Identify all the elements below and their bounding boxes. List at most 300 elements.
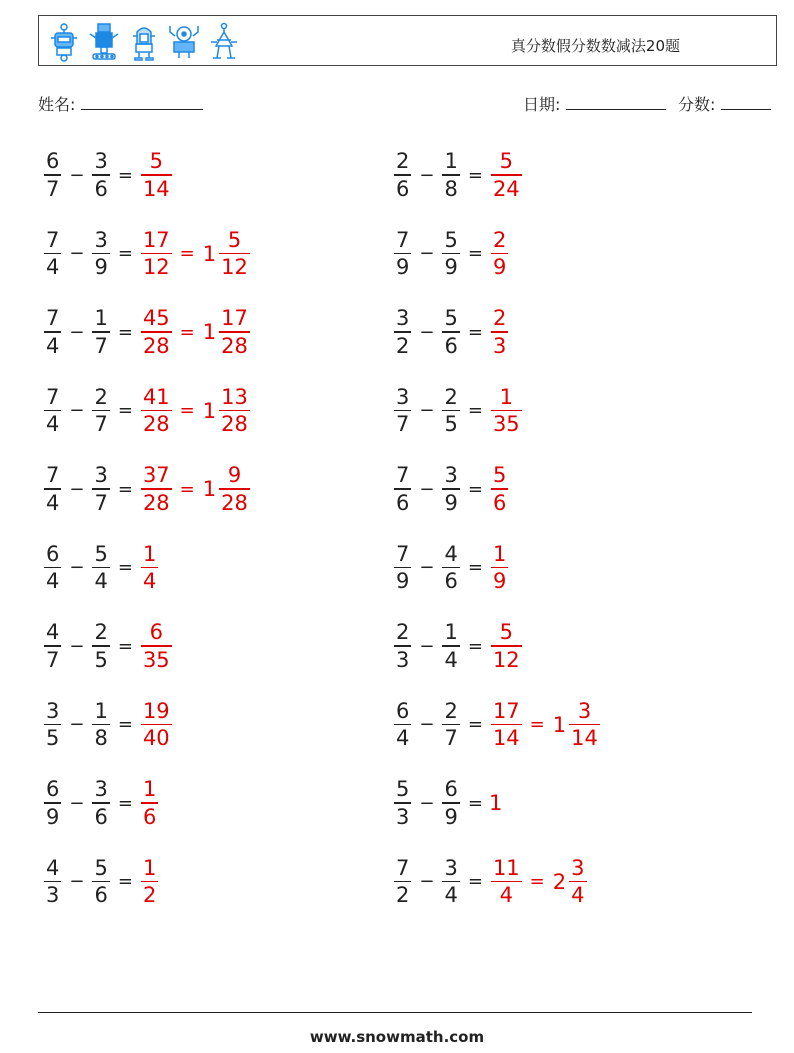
answer <box>139 306 252 358</box>
subtrahend-fraction-denominator: 6 <box>444 333 458 358</box>
answer-fraction <box>491 228 508 280</box>
answer-fraction-denominator: 9 <box>492 255 507 280</box>
subtrahend-fraction <box>442 463 459 515</box>
answer-fraction-denominator: 28 <box>142 412 170 437</box>
score-label: 分数: <box>678 95 716 114</box>
minuend-fraction-denominator: 3 <box>46 883 60 908</box>
minuend-fraction-denominator: 4 <box>46 255 60 280</box>
minuend-fraction-numerator: 2 <box>396 149 410 174</box>
name-field <box>38 92 203 115</box>
answer-fraction-numerator: 37 <box>142 463 170 488</box>
subtrahend-fraction <box>92 777 109 829</box>
answer <box>489 149 524 201</box>
problem-row <box>392 297 510 367</box>
subtrahend-fraction-denominator: 6 <box>94 804 108 829</box>
subtrahend-fraction <box>442 385 459 437</box>
mixed-whole: 1 <box>552 712 567 737</box>
answer <box>489 385 524 437</box>
minuend-fraction <box>44 385 61 437</box>
mixed-fraction-denominator: 28 <box>221 412 248 437</box>
minuend-fraction <box>44 228 61 280</box>
subtrahend-fraction <box>92 228 109 280</box>
answer-fraction-numerator: 41 <box>142 384 170 409</box>
equals-sign: = <box>467 400 483 421</box>
minuend-fraction <box>44 306 61 358</box>
problem-row <box>392 219 510 289</box>
date-label: 日期: <box>523 95 561 114</box>
date-field <box>523 92 666 115</box>
minuend-fraction <box>394 856 411 908</box>
answer-fraction-numerator: 1 <box>142 855 157 880</box>
minuend-fraction-numerator: 7 <box>46 463 60 488</box>
problem-row <box>42 533 160 603</box>
problem-row <box>392 533 510 603</box>
problem-row <box>42 690 174 760</box>
equals-sign: = <box>467 635 483 657</box>
minuend-fraction-denominator: 3 <box>396 647 410 672</box>
subtrahend-fraction-denominator: 4 <box>444 883 458 908</box>
equals-sign: = <box>117 635 133 657</box>
answer <box>489 306 510 358</box>
problem-row <box>42 140 174 210</box>
problem-row <box>42 297 252 367</box>
minuend-fraction-numerator: 7 <box>396 463 410 488</box>
answer-fraction <box>141 463 172 515</box>
minuend-fraction <box>44 699 61 751</box>
subtrahend-fraction-denominator: 6 <box>94 176 108 201</box>
problem-row <box>42 768 160 838</box>
answer-fraction-numerator: 5 <box>499 620 513 645</box>
subtrahend-fraction-numerator: 1 <box>444 149 458 174</box>
mixed-fraction-numerator: 5 <box>227 227 242 252</box>
minuend-fraction-numerator: 7 <box>46 306 60 331</box>
subtrahend-fraction <box>92 306 109 358</box>
mixed-fraction-denominator: 12 <box>221 255 248 280</box>
footer-divider <box>38 1012 752 1013</box>
answer-fraction-numerator: 45 <box>142 306 170 331</box>
minuend-fraction-numerator: 7 <box>46 227 60 252</box>
mixed-fraction-denominator: 28 <box>221 333 248 358</box>
subtrahend-fraction <box>442 306 459 358</box>
minuend-fraction <box>44 620 61 672</box>
problem-row <box>42 611 174 681</box>
subtrahend-fraction-denominator: 5 <box>444 412 458 437</box>
mixed-fraction <box>569 856 586 908</box>
answer-fraction <box>141 777 158 829</box>
subtrahend-fraction-denominator: 4 <box>444 647 458 672</box>
answer-fraction-denominator: 40 <box>142 726 170 751</box>
subtrahend-fraction-numerator: 5 <box>444 227 458 252</box>
answer-fraction <box>141 856 158 908</box>
answer-fraction <box>491 149 522 201</box>
minus-sign: − <box>69 243 85 264</box>
minuend-fraction-numerator: 6 <box>46 149 60 174</box>
minuend-fraction <box>44 542 61 594</box>
answer-fraction-denominator: 4 <box>142 569 157 594</box>
answer <box>139 542 160 594</box>
subtrahend-fraction <box>442 856 459 908</box>
subtrahend-fraction-denominator: 6 <box>94 883 108 908</box>
mixed-fraction <box>219 385 250 437</box>
answer-fraction-denominator: 12 <box>492 647 520 672</box>
answer <box>139 777 160 829</box>
mixed-fraction <box>569 699 600 751</box>
minus-sign: − <box>69 478 85 500</box>
answer-fraction-denominator: 28 <box>142 333 170 358</box>
mixed-fraction <box>219 306 250 358</box>
answer-fraction-numerator: 17 <box>142 227 170 252</box>
minus-sign: − <box>69 792 85 814</box>
problem-row <box>392 690 602 760</box>
answer <box>139 149 174 201</box>
subtrahend-fraction-denominator: 7 <box>94 412 108 437</box>
mixed-whole: 1 <box>202 477 217 501</box>
minus-sign: − <box>419 792 435 814</box>
minuend-fraction-numerator: 3 <box>396 306 410 331</box>
minuend-fraction-denominator: 9 <box>396 255 410 280</box>
answer <box>489 542 510 594</box>
minus-sign: − <box>419 478 435 500</box>
minuend-fraction-numerator: 4 <box>46 855 60 880</box>
minuend-fraction-numerator: 3 <box>396 384 410 409</box>
minuend-fraction-numerator: 2 <box>396 620 410 645</box>
mixed-fraction-numerator: 3 <box>571 855 585 880</box>
footer-url: www.snowmath.com <box>309 1028 485 1046</box>
answer-whole: 1 <box>488 791 503 815</box>
answer-fraction-denominator: 3 <box>492 333 507 358</box>
answer-fraction-numerator: 1 <box>142 777 157 802</box>
answer-fraction-denominator: 24 <box>492 176 520 201</box>
subtrahend-fraction <box>92 856 109 908</box>
answer <box>139 856 160 908</box>
minus-sign: − <box>419 635 435 657</box>
minuend-fraction <box>394 385 411 437</box>
answer <box>489 791 502 815</box>
subtrahend-fraction-numerator: 2 <box>94 620 108 645</box>
score-line[interactable] <box>721 93 771 110</box>
equals-sign: = <box>529 871 545 892</box>
answer-fraction-denominator: 28 <box>142 490 170 515</box>
subtrahend-fraction <box>442 620 459 672</box>
subtrahend-fraction-numerator: 1 <box>444 620 458 645</box>
subtrahend-fraction-numerator: 3 <box>94 149 108 174</box>
problem-row <box>392 376 524 446</box>
answer <box>489 228 510 280</box>
answer-fraction <box>141 228 172 280</box>
answer <box>489 463 510 515</box>
answer-fraction-numerator: 5 <box>492 463 507 488</box>
equals-sign: = <box>117 871 133 892</box>
minuend-fraction-denominator: 4 <box>46 412 60 437</box>
robot-5-icon <box>207 22 241 62</box>
subtrahend-fraction-denominator: 9 <box>94 255 108 280</box>
minuend-fraction-denominator: 4 <box>46 569 60 594</box>
minuend-fraction-numerator: 7 <box>396 227 410 252</box>
answer-fraction <box>141 542 158 594</box>
answer-fraction <box>141 620 172 672</box>
mixed-fraction <box>219 228 250 280</box>
answer-fraction <box>141 149 172 201</box>
equals-sign: = <box>179 400 195 421</box>
mixed-whole: 1 <box>202 241 217 266</box>
minus-sign: − <box>69 321 85 343</box>
minuend-fraction-numerator: 7 <box>396 541 410 566</box>
equals-sign: = <box>467 792 483 814</box>
robot-2-icon <box>87 22 121 62</box>
minus-sign: − <box>419 714 435 735</box>
subtrahend-fraction <box>92 699 109 751</box>
subtrahend-fraction-denominator: 7 <box>444 726 458 751</box>
date-line[interactable] <box>566 93 666 110</box>
minuend-fraction-numerator: 6 <box>46 777 60 802</box>
minus-sign: − <box>69 557 85 578</box>
equals-sign: = <box>467 164 483 186</box>
equals-sign: = <box>467 714 483 735</box>
minuend-fraction-denominator: 5 <box>46 726 60 751</box>
subtrahend-fraction <box>442 777 459 829</box>
minuend-fraction <box>44 149 61 201</box>
subtrahend-fraction-numerator: 2 <box>444 384 458 409</box>
minuend-fraction-denominator: 6 <box>396 490 410 515</box>
answer-fraction-denominator: 14 <box>492 726 520 751</box>
equals-sign: = <box>467 557 483 578</box>
subtrahend-fraction-denominator: 9 <box>444 255 458 280</box>
answer-fraction-denominator: 35 <box>492 412 520 437</box>
minus-sign: − <box>69 400 85 421</box>
equals-sign: = <box>467 871 483 892</box>
subtrahend-fraction <box>92 463 109 515</box>
answer-fraction <box>491 699 522 751</box>
answer <box>139 385 252 437</box>
minus-sign: − <box>419 321 435 343</box>
minus-sign: − <box>69 164 85 186</box>
subtrahend-fraction <box>92 149 109 201</box>
minus-sign: − <box>419 243 435 264</box>
answer-fraction-denominator: 14 <box>142 176 170 201</box>
mixed-fraction-denominator: 28 <box>221 490 248 515</box>
answer-fraction-numerator: 5 <box>499 149 513 174</box>
subtrahend-fraction-numerator: 2 <box>94 384 108 409</box>
minuend-fraction-denominator: 3 <box>396 804 410 829</box>
subtrahend-fraction-numerator: 2 <box>444 698 458 723</box>
subtrahend-fraction-denominator: 5 <box>94 647 108 672</box>
subtrahend-fraction-denominator: 8 <box>94 726 108 751</box>
minuend-fraction-numerator: 7 <box>46 384 60 409</box>
subtrahend-fraction-denominator: 4 <box>94 569 108 594</box>
subtrahend-fraction-numerator: 3 <box>444 855 458 880</box>
subtrahend-fraction-numerator: 3 <box>94 777 108 802</box>
minuend-fraction-numerator: 5 <box>396 777 410 802</box>
mixed-fraction-denominator: 4 <box>571 883 585 908</box>
minuend-fraction-denominator: 2 <box>396 883 410 908</box>
robot-icons <box>47 22 241 62</box>
minus-sign: − <box>419 164 435 186</box>
mixed-whole: 2 <box>552 869 567 894</box>
problem-row <box>392 454 510 524</box>
subtrahend-fraction-numerator: 3 <box>94 227 108 252</box>
subtrahend-fraction-numerator: 1 <box>94 306 108 331</box>
subtrahend-fraction-denominator: 9 <box>444 490 458 515</box>
minuend-fraction-denominator: 4 <box>46 490 60 515</box>
mixed-fraction-denominator: 14 <box>571 726 598 751</box>
answer-fraction <box>491 306 508 358</box>
equals-sign: = <box>467 478 483 500</box>
minuend-fraction <box>44 777 61 829</box>
answer <box>489 620 524 672</box>
problem-row <box>392 140 524 210</box>
robot-1-icon <box>47 22 81 62</box>
subtrahend-fraction-numerator: 1 <box>94 698 108 723</box>
minuend-fraction <box>394 620 411 672</box>
answer-fraction-numerator: 6 <box>149 620 163 645</box>
minuend-fraction-numerator: 6 <box>396 698 410 723</box>
equals-sign: = <box>179 321 195 343</box>
equals-sign: = <box>117 478 133 500</box>
minuend-fraction-denominator: 2 <box>396 333 410 358</box>
minuend-fraction-denominator: 7 <box>46 647 60 672</box>
subtrahend-fraction <box>442 699 459 751</box>
answer-fraction <box>491 385 522 437</box>
equals-sign: = <box>117 792 133 814</box>
answer <box>489 699 602 751</box>
minuend-fraction-numerator: 4 <box>46 620 60 645</box>
problem-row <box>392 768 502 838</box>
worksheet-title: 真分数假分数数减法20题 <box>510 37 680 55</box>
minuend-fraction-denominator: 7 <box>46 176 60 201</box>
answer-fraction-numerator: 2 <box>492 306 507 331</box>
minuend-fraction <box>394 699 411 751</box>
answer-fraction <box>141 385 172 437</box>
subtrahend-fraction-denominator: 7 <box>94 333 108 358</box>
problem-row <box>392 611 524 681</box>
name-line[interactable] <box>81 93 203 110</box>
answer-fraction-numerator: 19 <box>142 698 170 723</box>
minuend-fraction-denominator: 9 <box>396 569 410 594</box>
problem-row <box>42 847 160 917</box>
equals-sign: = <box>529 714 545 735</box>
answer-fraction-numerator: 1 <box>499 384 513 409</box>
minus-sign: − <box>69 635 85 657</box>
subtrahend-fraction-numerator: 3 <box>444 463 458 488</box>
answer-fraction-denominator: 35 <box>142 647 170 672</box>
minuend-fraction-denominator: 6 <box>396 176 410 201</box>
subtrahend-fraction-denominator: 7 <box>94 490 108 515</box>
minuend-fraction <box>394 149 411 201</box>
answer-fraction-numerator: 5 <box>149 149 163 174</box>
answer-fraction <box>491 542 508 594</box>
answer <box>139 620 174 672</box>
minus-sign: − <box>69 714 85 735</box>
answer-fraction-numerator: 2 <box>492 227 507 252</box>
equals-sign: = <box>117 557 133 578</box>
minuend-fraction-denominator: 7 <box>396 412 410 437</box>
minus-sign: − <box>419 871 435 892</box>
problem-row <box>42 219 252 289</box>
mixed-fraction-numerator: 13 <box>221 384 248 409</box>
minuend-fraction-numerator: 3 <box>46 698 60 723</box>
robot-3-icon <box>127 22 161 62</box>
problem-row <box>42 376 252 446</box>
minuend-fraction <box>394 306 411 358</box>
subtrahend-fraction-denominator: 9 <box>444 804 458 829</box>
answer-fraction-numerator: 1 <box>142 541 157 566</box>
minuend-fraction <box>44 463 61 515</box>
name-label: 姓名: <box>38 95 76 114</box>
mixed-fraction <box>219 463 250 515</box>
subtrahend-fraction <box>442 542 459 594</box>
subtrahend-fraction <box>92 542 109 594</box>
mixed-fraction-numerator: 3 <box>577 698 592 723</box>
minuend-fraction <box>394 777 411 829</box>
worksheet-header <box>38 15 777 66</box>
subtrahend-fraction-numerator: 3 <box>94 463 108 488</box>
answer-fraction-denominator: 4 <box>499 883 513 908</box>
answer-fraction <box>491 620 522 672</box>
answer-fraction-denominator: 9 <box>492 569 507 594</box>
minus-sign: − <box>69 871 85 892</box>
minuend-fraction-denominator: 4 <box>396 726 410 751</box>
equals-sign: = <box>179 478 195 500</box>
minuend-fraction <box>394 463 411 515</box>
subtrahend-fraction-numerator: 5 <box>444 306 458 331</box>
equals-sign: = <box>117 164 133 186</box>
robot-4-icon <box>167 22 201 62</box>
minuend-fraction <box>394 542 411 594</box>
subtrahend-fraction <box>442 228 459 280</box>
equals-sign: = <box>179 243 195 264</box>
answer <box>139 699 174 751</box>
answer <box>139 228 252 280</box>
minuend-fraction-denominator: 9 <box>46 804 60 829</box>
equals-sign: = <box>117 714 133 735</box>
answer-fraction-denominator: 2 <box>142 883 157 908</box>
minuend-fraction-denominator: 4 <box>46 333 60 358</box>
answer-fraction-denominator: 12 <box>142 255 170 280</box>
subtrahend-fraction-numerator: 4 <box>444 541 458 566</box>
minus-sign: − <box>419 557 435 578</box>
answer-fraction <box>141 306 172 358</box>
subtrahend-fraction-denominator: 8 <box>444 176 458 201</box>
answer <box>139 463 252 515</box>
answer <box>489 856 589 908</box>
score-field <box>678 92 771 115</box>
mixed-fraction-numerator: 17 <box>221 306 248 331</box>
mixed-whole: 1 <box>202 320 217 344</box>
problem-row <box>392 847 589 917</box>
equals-sign: = <box>117 321 133 343</box>
subtrahend-fraction-numerator: 5 <box>94 541 108 566</box>
answer-fraction <box>141 699 172 751</box>
mixed-fraction-numerator: 9 <box>227 463 242 488</box>
answer-fraction-numerator: 11 <box>492 855 520 880</box>
equals-sign: = <box>117 243 133 264</box>
answer-fraction-numerator: 1 <box>492 541 507 566</box>
minuend-fraction-numerator: 7 <box>396 855 410 880</box>
subtrahend-fraction <box>442 149 459 201</box>
subtrahend-fraction-denominator: 6 <box>444 569 458 594</box>
answer-fraction <box>491 856 522 908</box>
minus-sign: − <box>419 400 435 421</box>
problem-row <box>42 454 252 524</box>
equals-sign: = <box>467 243 483 264</box>
subtrahend-fraction <box>92 385 109 437</box>
answer-fraction-denominator: 6 <box>492 490 507 515</box>
answer-fraction-denominator: 6 <box>142 804 157 829</box>
equals-sign: = <box>117 400 133 421</box>
equals-sign: = <box>467 321 483 343</box>
answer-fraction-numerator: 17 <box>492 698 520 723</box>
answer-fraction <box>491 463 508 515</box>
